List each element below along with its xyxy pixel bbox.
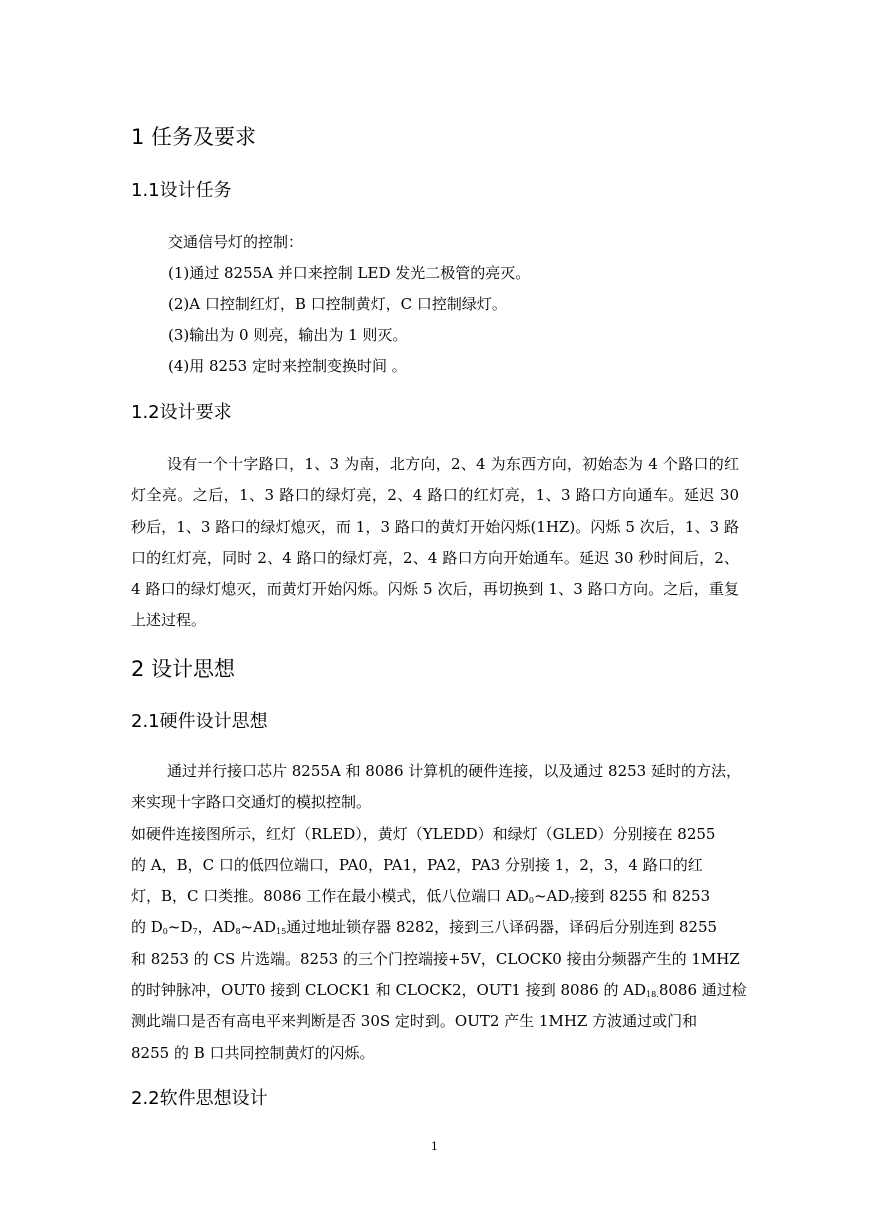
- task-intro: 交通信号灯的控制：: [168, 233, 304, 251]
- subscript: 15: [275, 927, 287, 937]
- hardware-line: 和 8253 的 CS 片选端。8253 的三个门控端接+5V，CLOCK0 接由分频器产生的 1MHZ: [131, 949, 740, 968]
- hardware-line: [131, 975, 747, 1006]
- section-2-1-heading: 2.1硬件设计思想: [131, 711, 268, 732]
- subscript: 7: [192, 927, 198, 937]
- page-number: 1: [431, 1140, 438, 1153]
- requirements-paragraph: [131, 449, 739, 637]
- task-item: (4)用 8253 定时来控制变换时间 。: [168, 357, 407, 375]
- subscript: 8: [235, 927, 241, 937]
- hardware-line: 的 A，B，C 口的低四位端口，PA0，PA1，PA2，PA3 分别接 1，2，3，4 路口的红: [131, 855, 703, 874]
- text-run: ~AD: [240, 918, 276, 937]
- requirements-text: 设有一个十字路口，1、3 为南，北方向，2、4 为东西方向，初始态为 4 个路口的红灯全亮。之后，1、3 路口的绿灯亮，2、4 路口的红灯亮，1、3 路口方向通车。延迟 30 秒后，1、3 路口的绿灯熄灭，而 1，3 路口的黄灯开始闪烁(1HZ)。闪烁 5 次后，1、3 路口的红灯亮，同时 2、4 路口的绿灯亮，2、4 路口方向开始通车。延迟 30 秒时间后，2、4 路口的绿灯熄灭，而黄灯开始闪烁。闪烁 5 次后，再切换到 1、3 路口方向。之后，重复上述过程。: [131, 455, 739, 630]
- text-run: 的时钟脉冲，OUT0 接到 CLOCK1 和 CLOCK2，OUT1 接到 8086 的 AD: [131, 981, 647, 1000]
- task-list: [168, 227, 728, 382]
- hardware-design-text: [131, 756, 747, 1069]
- hardware-line: 如硬件连接图所示，红灯（RLED），黄灯（YLEDD）和绿灯（GLED）分别接在 8255: [131, 824, 716, 843]
- text-run: 通过地址锁存器 8282，接到三八译码器，译码后分别连到 8255: [286, 918, 718, 937]
- hardware-intro-paragraph: 通过并行接口芯片 8255A 和 8086 计算机的硬件连接，以及通过 8253 延时的方法，来实现十字路口交通灯的模拟控制。: [131, 762, 741, 812]
- section-2-heading: 2 设计思想: [131, 657, 236, 681]
- section-1-heading: 1 任务及要求: [131, 125, 257, 149]
- text-run: 的 D: [131, 918, 163, 937]
- task-item: (1)通过 8255A 并口来控制 LED 发光二极管的亮灭。: [168, 264, 531, 282]
- hardware-line: 测此端口是否有高电平来判断是否 30S 定时到。OUT2 产生 1MHZ 方波通过或门和: [131, 1012, 698, 1031]
- task-item: (2)A 口控制红灯，B 口控制黄灯，C 口控制绿灯。: [168, 295, 507, 313]
- subscript: 18.: [646, 990, 659, 1000]
- section-1-2-heading: 1.2设计要求: [131, 402, 232, 423]
- hardware-line: [131, 912, 743, 943]
- text-run: 灯，B，C 口类推。8086 工作在最小模式，低八位端口 AD: [131, 887, 529, 906]
- section-2-2-heading: 2.2软件思想设计: [131, 1088, 268, 1109]
- subscript: 0: [528, 896, 534, 906]
- section-1-1-heading: 1.1设计任务: [131, 180, 232, 201]
- text-run: ，AD: [197, 918, 236, 937]
- text-run: 接到 8255 和 8253: [574, 887, 711, 906]
- text-run: ~AD: [533, 887, 570, 906]
- subscript: 7: [569, 896, 575, 906]
- hardware-line: [131, 881, 743, 912]
- text-run: 8086 通过检: [658, 981, 747, 1000]
- text-run: ~D: [167, 918, 193, 937]
- task-item: (3)输出为 0 则亮，输出为 1 则灭。: [168, 326, 408, 344]
- hardware-line: 8255 的 B 口共同控制黄灯的闪烁。: [131, 1043, 375, 1062]
- subscript: 0: [162, 927, 168, 937]
